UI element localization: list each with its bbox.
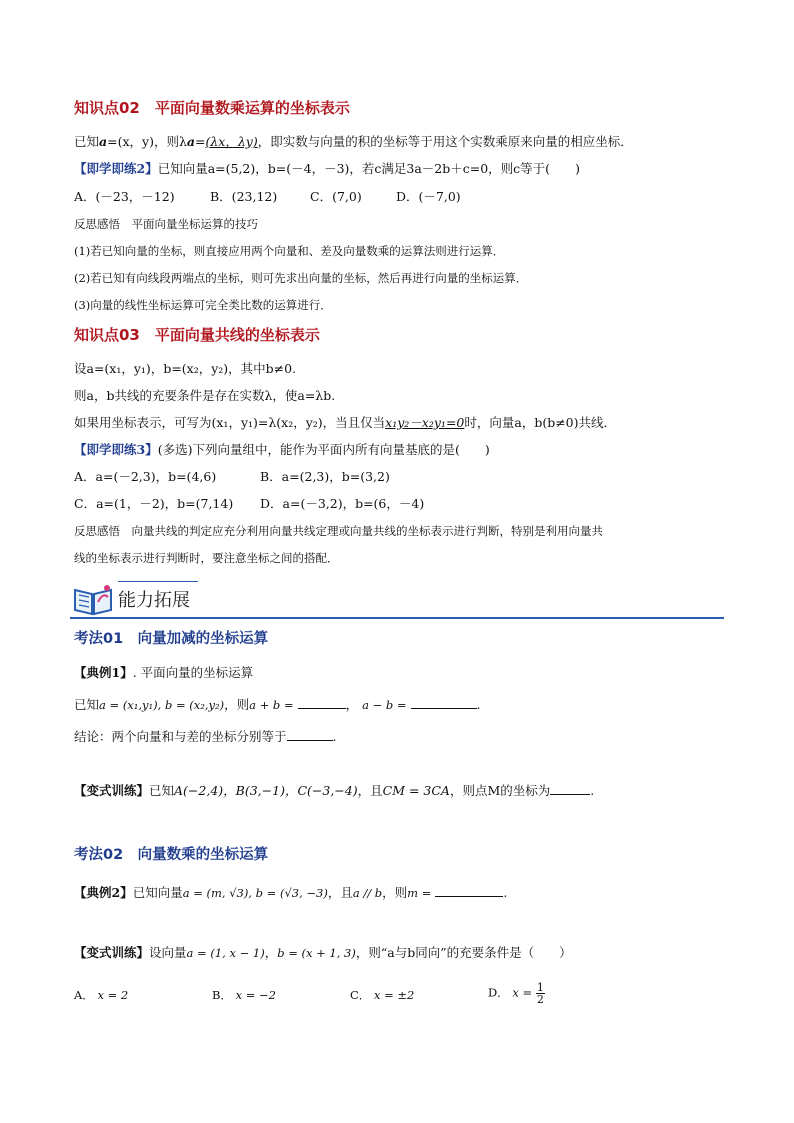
heading-method-02: 考法02 向量数乘的坐标运算 <box>74 847 269 863</box>
variant-1: 【变式训练】已知A(−2,4)，B(3,−1)，C(−3,−4)，且CM = 3CA，则点M的坐标为 . <box>74 783 595 798</box>
option-a[interactable]: A．(－23，－12) <box>74 189 175 204</box>
option-d[interactable]: D．a=(－3,2)，b=(6，－4) <box>260 496 425 511</box>
reflection-2-line-1: 反思感悟 向量共线的判定应充分利用向量共线定理或向量共线的坐标表示进行判断，特别是利用向量共 <box>74 524 603 538</box>
option-d[interactable]: D．(－7,0) <box>396 189 461 204</box>
reflection-title-1: 反思感悟 平面向量坐标运算的技巧 <box>74 217 258 231</box>
option-b[interactable]: B．(23,12) <box>210 189 278 204</box>
reflection-item-1: (1)若已知向量的坐标，则直接应用两个向量和、差及向量数乘的运算法则进行运算． <box>74 244 505 258</box>
banner-top-rule <box>118 581 198 582</box>
option-b[interactable]: B．a=(2,3)，b=(3,2) <box>260 469 390 484</box>
reflection-item-2: (2)若已知有向线段两端点的坐标，则可先求出向量的坐标，然后再进行向量的坐标运算． <box>74 271 528 285</box>
reflection-2-line-2: 线的坐标表示进行判断时，要注意坐标之间的搭配． <box>74 551 339 565</box>
answer-blank-sum[interactable] <box>298 696 346 709</box>
option-b[interactable]: B． x = −2 <box>212 988 276 1002</box>
knowledge-02-definition: 已知a=(x，y)，则λa=(λx，λy)，即实数与向量的积的坐标等于用这个实数乘原来向量的相应坐标． <box>74 134 633 149</box>
fraction-one-half: $\frac{1}{2}$ <box>536 981 544 1006</box>
heading-knowledge-03: 知识点03 平面向量共线的坐标表示 <box>74 326 320 344</box>
knowledge-03-line-2: 则a，b共线的充要条件是存在实数λ，使a=λb. <box>74 388 336 403</box>
option-a[interactable]: A．a=(－2,3)，b=(4,6) <box>74 469 217 484</box>
exercise-3: 【即学即练3】(多选)下列向量组中，能作为平面内所有向量基底的是( ) <box>74 442 490 457</box>
answer-blank-conclusion[interactable] <box>287 728 333 741</box>
answer-blank-m-value[interactable] <box>435 884 503 897</box>
option-c[interactable]: C．(7,0) <box>310 189 362 204</box>
banner-rule <box>70 617 724 619</box>
option-c[interactable]: C．a=(1，－2)，b=(7,14) <box>74 496 234 511</box>
section-banner <box>70 580 724 620</box>
option-c[interactable]: C． x = ±2 <box>350 988 415 1002</box>
knowledge-03-line-1: 设a=(x₁，y₁)，b=(x₂，y₂)，其中b≠0. <box>74 361 297 376</box>
knowledge-03-line-3: 如果用坐标表示，可写为(x₁，y₁)=λ(x₂，y₂)，当且仅当x₁y₂－x₂y₁=0时，向量a，b(b≠0)共线． <box>74 415 617 430</box>
option-a[interactable]: A． x = 2 <box>74 988 129 1002</box>
answer-blank-diff[interactable] <box>411 696 477 709</box>
heading-method-01: 考法01 向量加减的坐标运算 <box>74 631 269 647</box>
book-icon <box>72 582 114 618</box>
answer-blank-m[interactable] <box>550 782 590 795</box>
variant-2: 【变式训练】设向量a = (1, x − 1)，b = (x + 1, 3)，则“a与b同向”的充要条件是（ ） <box>74 945 572 960</box>
banner-title: 能力拓展 <box>118 590 190 611</box>
reflection-item-3: (3)向量的线性坐标运算可完全类比数的运算进行． <box>74 298 332 312</box>
heading-knowledge-02: 知识点02 平面向量数乘运算的坐标表示 <box>74 99 350 117</box>
exercise-2: 【即学即练2】已知向量a=(5,2)，b=(－4，－3)，若c满足3a－2b＋c=0，则c等于( ) <box>74 161 580 176</box>
option-d[interactable]: D． x = $\frac{1}{2}$ <box>488 981 544 1006</box>
example-2: 【典例2】已知向量a = (m, √3), b = (√3, −3)，且a // b，则m = . <box>74 885 508 900</box>
example-1-question: 已知a = (x₁,y₁), b = (x₂,y₂)，则a + b = ， a − b = . <box>74 697 481 712</box>
example-1: 【典例1】. 平面向量的坐标运算 <box>74 665 254 680</box>
example-1-conclusion: 结论：两个向量和与差的坐标分别等于 . <box>74 729 337 744</box>
